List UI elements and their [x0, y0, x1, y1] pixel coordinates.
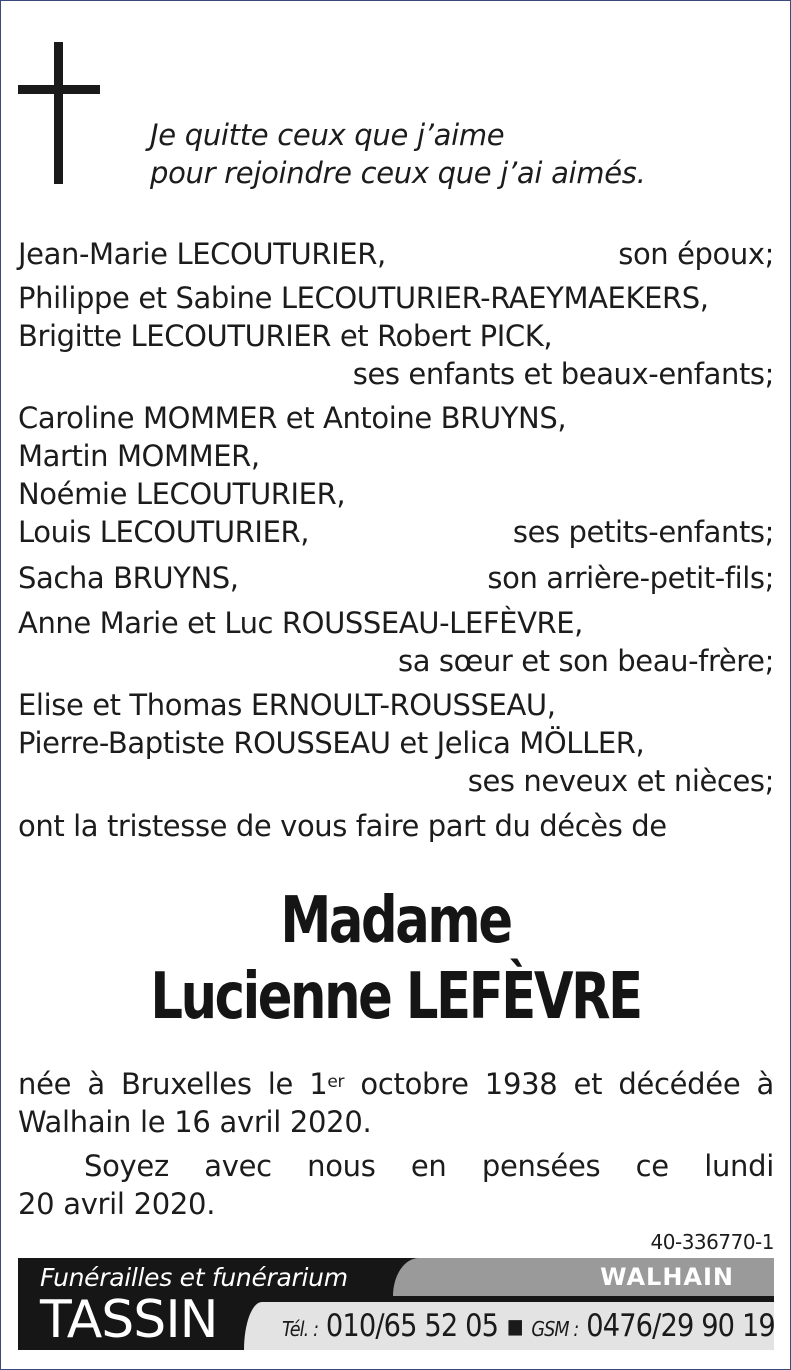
- funeral-home-location: WALHAIN: [600, 1263, 734, 1291]
- funeral-home-name: TASSIN: [40, 1290, 218, 1350]
- gsm-label: GSM :: [531, 1317, 579, 1341]
- birth-line: née à Bruxelles le 1er octobre 1938 et décédée à: [18, 1067, 774, 1101]
- contact-box: [244, 1302, 774, 1350]
- reference-number: 40-336770-1: [650, 1230, 774, 1254]
- location-box: [393, 1258, 774, 1296]
- epitaph: [150, 116, 646, 192]
- invite-line: Soyez avec nous en pensées ce lundi: [84, 1149, 774, 1183]
- death-line: Walhain le 16 avril 2020.: [18, 1105, 372, 1139]
- funeral-home-banner: [18, 1258, 774, 1350]
- funeral-home-tagline: Funérailles et funérarium: [40, 1263, 348, 1292]
- epitaph-line: Je quitte ceux que j’aime: [150, 118, 505, 152]
- tel-number: 010/65 52 05: [325, 1308, 499, 1344]
- contact-line: [282, 1308, 775, 1344]
- gsm-number: 0476/29 90 19: [586, 1308, 775, 1344]
- deceased-name: Lucienne LEFÈVRE: [150, 960, 641, 1034]
- separator-icon: ▪: [505, 1308, 524, 1344]
- deceased-title: Madame: [280, 884, 511, 958]
- invite-date: 20 avril 2020.: [18, 1187, 216, 1221]
- epitaph-line: pour rejoindre ceux que j’ai aimés.: [150, 156, 646, 190]
- tel-label: Tél. :: [282, 1317, 319, 1341]
